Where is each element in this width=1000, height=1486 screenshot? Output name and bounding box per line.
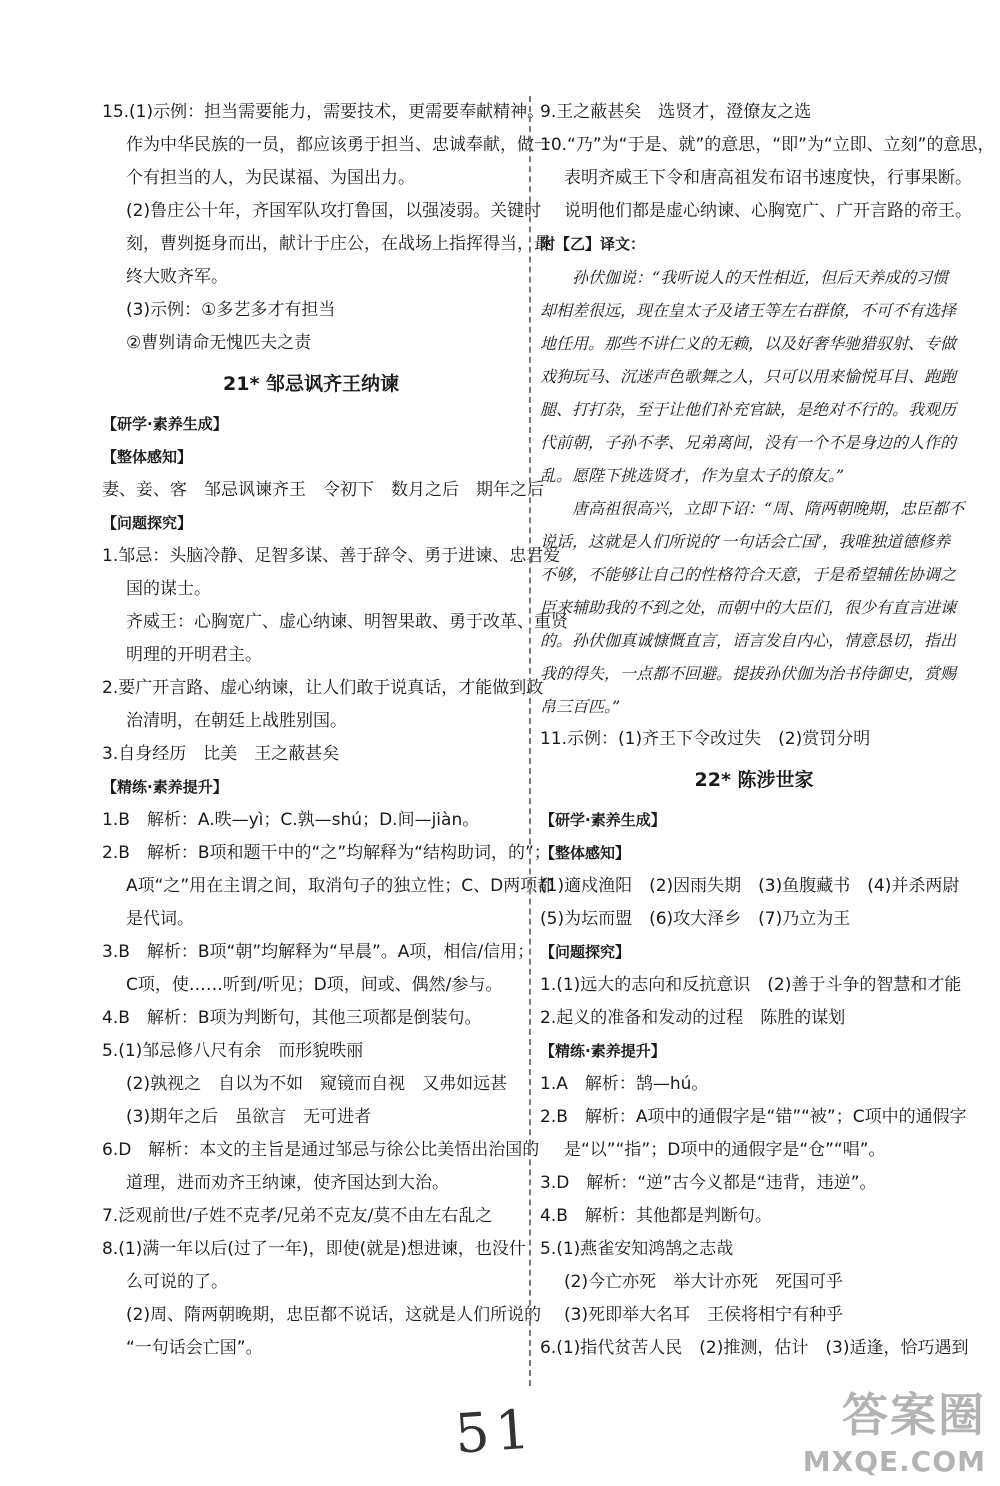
section-heading: 【精练·素养提升】 xyxy=(540,1042,666,1060)
question-line: 9.王之蔽甚矣 选贤才，澄僚友之选 xyxy=(540,102,812,122)
translation-line: 戏狗玩马、沉迷声色歌舞之人，只可以用来愉悦耳目、跑跑 xyxy=(540,367,957,386)
question-line: (5)为坛而盟 (6)攻大泽乡 (7)乃立为王 xyxy=(540,909,851,929)
answer-line: (2)今亡亦死 举大计亦死 死国可乎 xyxy=(564,1272,844,1292)
question-line: 3.B 解析：B项“朝”均解释为“早晨”。A项，相信/信用； xyxy=(102,942,535,962)
answer-line: (2)周、隋两朝晚期，忠臣都不说话，这就是人们所说的 xyxy=(126,1305,542,1325)
question-line: 5.(1)燕雀安知鸿鹄之志哉 xyxy=(540,1239,734,1259)
answer-line: 终大败齐军。 xyxy=(126,267,228,287)
answer-line: 齐威王：心胸宽广、虚心纳谏、明智果敢、勇于改革、重贤 xyxy=(126,612,568,632)
question-line: 妻、妾、客 邹忌讽谏齐王 令初下 数月之后 期年之后 xyxy=(102,480,544,500)
question-line: 6.(1)指代贫苦人民 (2)推测，估计 (3)适逢，恰巧遇到 xyxy=(540,1338,969,1358)
question-line: 2.B 解析：A项中的通假字是“错”“被”；C项中的通假字 xyxy=(540,1107,967,1127)
question-line: 1.(1)远大的志向和反抗意识 (2)善于斗争的智慧和才能 xyxy=(540,975,962,995)
section-heading: 【研学·素养生成】 xyxy=(102,415,228,433)
question-line: 3.D 解析：“逆”古今义都是“违背，违逆”。 xyxy=(540,1173,877,1193)
watermark-top: 答案圈 xyxy=(842,1388,986,1442)
translation-line: 却相差很远，现在皇太子及诸王等左右群僚，不可不有选择 xyxy=(540,301,957,320)
answer-line: ②曹刿请命无愧匹夫之责 xyxy=(126,333,312,353)
translation-line: 帛三百匹。” xyxy=(540,697,621,716)
section-heading: 【整体感知】 xyxy=(540,844,631,862)
answer-line: 个有担当的人，为民谋福、为国出力。 xyxy=(126,168,415,188)
translation-line: 不够，不能够让自己的性格符合天意，于是希望辅佐协调之 xyxy=(540,565,957,584)
translation-line: 臣来辅助我的不到之处，而朝中的大臣们，很少有直言进谏 xyxy=(540,598,957,617)
question-line: 1.邹忌：头脑冷静、足智多谋、善于辞令、勇于进谏、忠君爱 xyxy=(102,546,561,566)
question-line: 3.自身经历 比美 王之蔽甚矣 xyxy=(102,744,340,764)
section-heading: 【整体感知】 xyxy=(102,448,193,466)
translation-line: 说话，这就是人们所说的‘一句话会亡国’，我唯独道德修养 xyxy=(540,532,951,551)
column-divider xyxy=(529,96,531,1386)
answer-line: 道理，进而劝齐王纳谏，使齐国达到大治。 xyxy=(126,1173,449,1193)
question-line: 4.B 解析：B项为判断句，其他三项都是倒装句。 xyxy=(102,1008,482,1028)
question-line: 7.泛观前世/子姓不克孝/兄弟不克友/莫不由左右乱之 xyxy=(102,1206,493,1226)
answer-line: 是“以”“指”；D项中的通假字是“仓”“唱”。 xyxy=(564,1140,886,1160)
question-line: 11.示例：(1)齐王下令改过失 (2)赏罚分明 xyxy=(540,729,871,749)
question-line: 1.B 解析：A.昳—yì；C.孰—shú；D.间—jiàn。 xyxy=(102,810,480,830)
question-line: 6.D 解析：本文的主旨是通过邹忌与徐公比美悟出治国的 xyxy=(102,1140,540,1160)
section-heading: 【研学·素养生成】 xyxy=(540,811,666,829)
section-heading: 【问题探究】 xyxy=(540,943,631,961)
watermark-logo xyxy=(803,1379,986,1478)
section-heading: 【精练·素养提升】 xyxy=(102,778,228,796)
translation-line: 孙伏伽说：“我听说人的天性相近，但后天养成的习惯 xyxy=(572,268,949,287)
answer-line: 说明他们都是虚心纳谏、心胸宽广、广开言路的帝王。 xyxy=(564,201,972,221)
section-heading: 附【乙】译文： xyxy=(540,235,646,253)
translation-line: 的。孙伏伽真诚慷慨直言，语言发自内心，情意恳切，指出 xyxy=(540,631,957,650)
answer-line: A项“之”用在主谓之间，取消句子的独立性；C、D两项都 xyxy=(126,876,555,896)
answer-line: 明理的开明君主。 xyxy=(126,645,262,665)
question-line: 8.(1)满一年以后(过了一年)，即使(就是)想进谏，也没什 xyxy=(102,1239,526,1259)
question-line: 2.B 解析：B项和题干中的“之”均解释为“结构助词，的”； xyxy=(102,843,551,863)
answer-line: 国的谋士。 xyxy=(126,579,211,599)
translation-line: 唐高祖很高兴，立即下诏：“周、隋两朝晚期，忠臣都不 xyxy=(572,499,965,518)
watermark-bottom: MXQE.COM xyxy=(802,1445,986,1478)
translation-line: 我的得失，一点都不回避。提拔孙伏伽为治书侍御史，赏赐 xyxy=(540,664,957,683)
question-line: 1.A 解析：鹄—hú。 xyxy=(540,1074,709,1094)
answer-line: 表明齐威王下令和唐高祖发布诏书速度快，行事果断。 xyxy=(564,168,972,188)
translation-line: 腿、打打杂，至于让他们补充官缺，是绝对不行的。我观历 xyxy=(540,400,957,419)
question-line: 2.起义的准备和发动的过程 陈胜的谋划 xyxy=(540,1008,846,1028)
answer-line: (3)死即举大名耳 王侯将相宁有种乎 xyxy=(564,1305,844,1325)
answer-line: (2)鲁庄公十年，齐国军队攻打鲁国，以强凌弱。关键时 xyxy=(126,201,542,221)
answer-line: 刻，曹刿挺身而出，献计于庄公，在战场上指挥得当，最 xyxy=(126,234,551,254)
question-line: 10.“乃”为“于是、就”的意思，“即”为“立即、立刻”的意思， xyxy=(540,135,995,155)
answer-line: (2)孰视之 自以为不如 窥镜而自视 又弗如远甚 xyxy=(126,1074,508,1094)
answer-line: 么可说的了。 xyxy=(126,1272,228,1292)
right-column xyxy=(540,96,995,1365)
answer-line: 治清明，在朝廷上战胜别国。 xyxy=(126,711,347,731)
question-line: 2.要广开言路、虚心纳谏，让人们敢于说真话，才能做到政 xyxy=(102,678,544,698)
section-heading: 【问题探究】 xyxy=(102,514,193,532)
lesson-title: 22* 陈涉世家 xyxy=(694,769,814,791)
answer-line: “一句话会亡国”。 xyxy=(126,1338,263,1358)
left-column xyxy=(102,96,568,1365)
question-line: 15.(1)示例：担当需要能力，需要技术，更需要奉献精神。 xyxy=(102,102,545,122)
answer-line: 作为中华民族的一员，都应该勇于担当、忠诚奉献，做一 xyxy=(126,135,551,155)
page-number: 51 xyxy=(452,1397,538,1466)
question-line: 5.(1)邹忌修八尺有余 而形貌昳丽 xyxy=(102,1041,364,1061)
answer-line: (3)期年之后 虽欲言 无可进者 xyxy=(126,1107,372,1127)
translation-line: 地任用。那些不讲仁义的无赖，以及好奢华驰猎驭射、专做 xyxy=(540,334,957,353)
translation-line: 代前朝，子孙不孝、兄弟离间，没有一个不是身边的人作的 xyxy=(540,433,957,452)
lesson-title: 21* 邹忌讽齐王纳谏 xyxy=(223,373,399,395)
question-line: (1)適戍渔阳 (2)因雨失期 (3)鱼腹藏书 (4)并杀两尉 xyxy=(540,876,960,896)
translation-line: 乱。愿陛下挑选贤才，作为皇太子的僚友。” xyxy=(540,466,845,485)
question-line: 4.B 解析：其他都是判断句。 xyxy=(540,1206,772,1226)
answer-line: 是代词。 xyxy=(126,909,194,929)
answer-line: (3)示例：①多艺多才有担当 xyxy=(126,300,336,320)
answer-line: C项，使……听到/听见；D项，间或、偶然/参与。 xyxy=(126,975,503,995)
